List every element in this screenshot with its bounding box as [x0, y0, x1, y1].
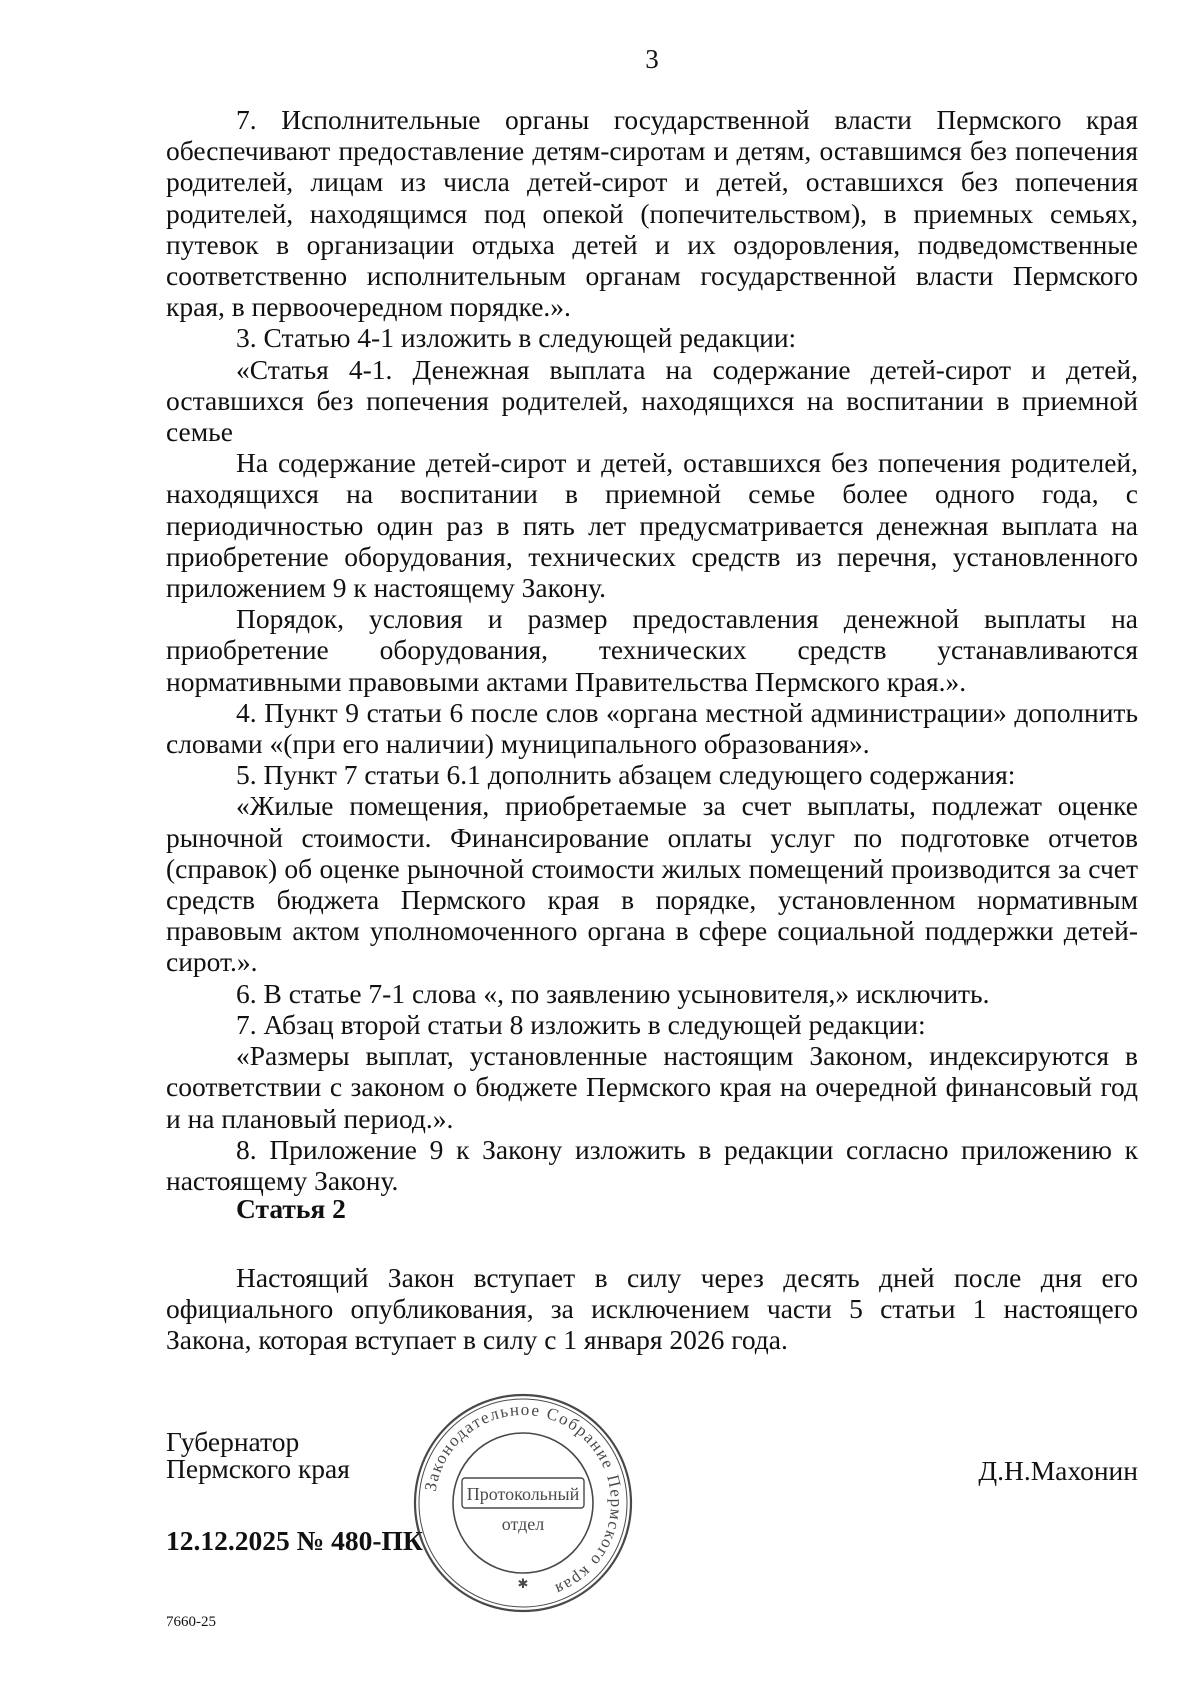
seal-center-line2: отдел: [501, 1514, 545, 1534]
page-number: 3: [645, 44, 659, 74]
article-body: [166, 1262, 1138, 1356]
paragraph: Порядок, условия и размер предоставления денежной выплаты на приобретение оборудования, технических средств устанавливаются нормативными правовыми актами Правительства Пермского края.».: [166, 603, 1138, 697]
document-body: [166, 104, 1138, 1196]
document-code: 7660-25: [166, 1614, 216, 1630]
seal-stamp: [410, 1390, 636, 1616]
seal-center-line1: Протокольный: [466, 1484, 580, 1504]
paragraph: «Статья 4-1. Денежная выплата на содержание детей-сирот и детей, оставшихся без попечения родителей, находящихся на воспитании в приемной семье: [166, 353, 1138, 448]
signer-title: [166, 1428, 350, 1482]
paragraph: 5. Пункт 7 статьи 6.1 дополнить абзацем следующего содержания:: [236, 759, 1016, 791]
paragraph: 4. Пункт 9 статьи 6 после слов «органа местной администрации» дополнить словами «(при его наличии) муниципального образования».: [166, 696, 1138, 760]
paragraph: На содержание детей-сирот и детей, оставшихся без попечения родителей, находящихся на воспитании в приемной семье более одного года, с периодичностью один раз в пять лет предусматривается денежная выплата на приобретение оборудования, технических средств из перечня, установленного приложением 9 к настоящему Закону.: [166, 447, 1138, 604]
signer-region: Пермского края: [166, 1453, 350, 1484]
paragraph: «Жилые помещения, приобретаемые за счет выплаты, подлежат оценке рыночной стоимости. Финансирование оплаты услуг по подготовке отчетов (справок) об оценке рыночной стоимости жилых помещений производится за счет средств бюджета Пермского края в порядке, установленном нормативным правовым актом уполномоченного органа в сфере социальной поддержки детей-сирот.».: [166, 790, 1138, 978]
signer-position: Губернатор: [166, 1426, 300, 1457]
paragraph: 3. Статью 4-1 изложить в следующей редакции:: [236, 322, 797, 354]
paragraph: «Размеры выплат, установленные настоящим Законом, индексируются в соответствии с законом о бюджете Пермского края на очередной финансовый год и на плановый период.».: [166, 1040, 1138, 1134]
paragraph: 7. Абзац второй статьи 8 изложить в следующей редакции:: [236, 1008, 926, 1040]
seal-outer-text: Законодательное Собрание Пермского края: [420, 1399, 627, 1600]
star-icon: ✱: [517, 1577, 529, 1592]
paragraph: 6. В статье 7-1 слова «, по заявлению усыновителя,» исключить.: [236, 977, 990, 1009]
paragraph: 8. Приложение 9 к Закону изложить в редакции согласно приложению к настоящему Закону.: [166, 1133, 1138, 1196]
law-date-number: 12.12.2025 № 480-ПК: [166, 1525, 423, 1556]
article-heading: Статья 2: [236, 1193, 346, 1224]
paragraph: Настоящий Закон вступает в силу через десять дней после дня его официального опубликования, за исключением части 5 статьи 1 настоящего Закона, которая вступает в силу с 1 января 2026 года.: [166, 1262, 1138, 1356]
paragraph: 7. Исполнительные органы государственной власти Пермского края обеспечивают предоставление детям-сиротам и детям, оставшимся без попечения родителей, лицам из числа детей-сирот и детей, оставшихся без попечения родителей, находящимся под опекой (попечительством), в приемных семьях, путевок в организации отдыха детей и их оздоровления, подведомственные соответственно исполнительным органам государственной власти Пермского края, в первоочередном порядке.».: [166, 104, 1138, 323]
signer-name: Д.Н.Махонин: [978, 1455, 1138, 1486]
